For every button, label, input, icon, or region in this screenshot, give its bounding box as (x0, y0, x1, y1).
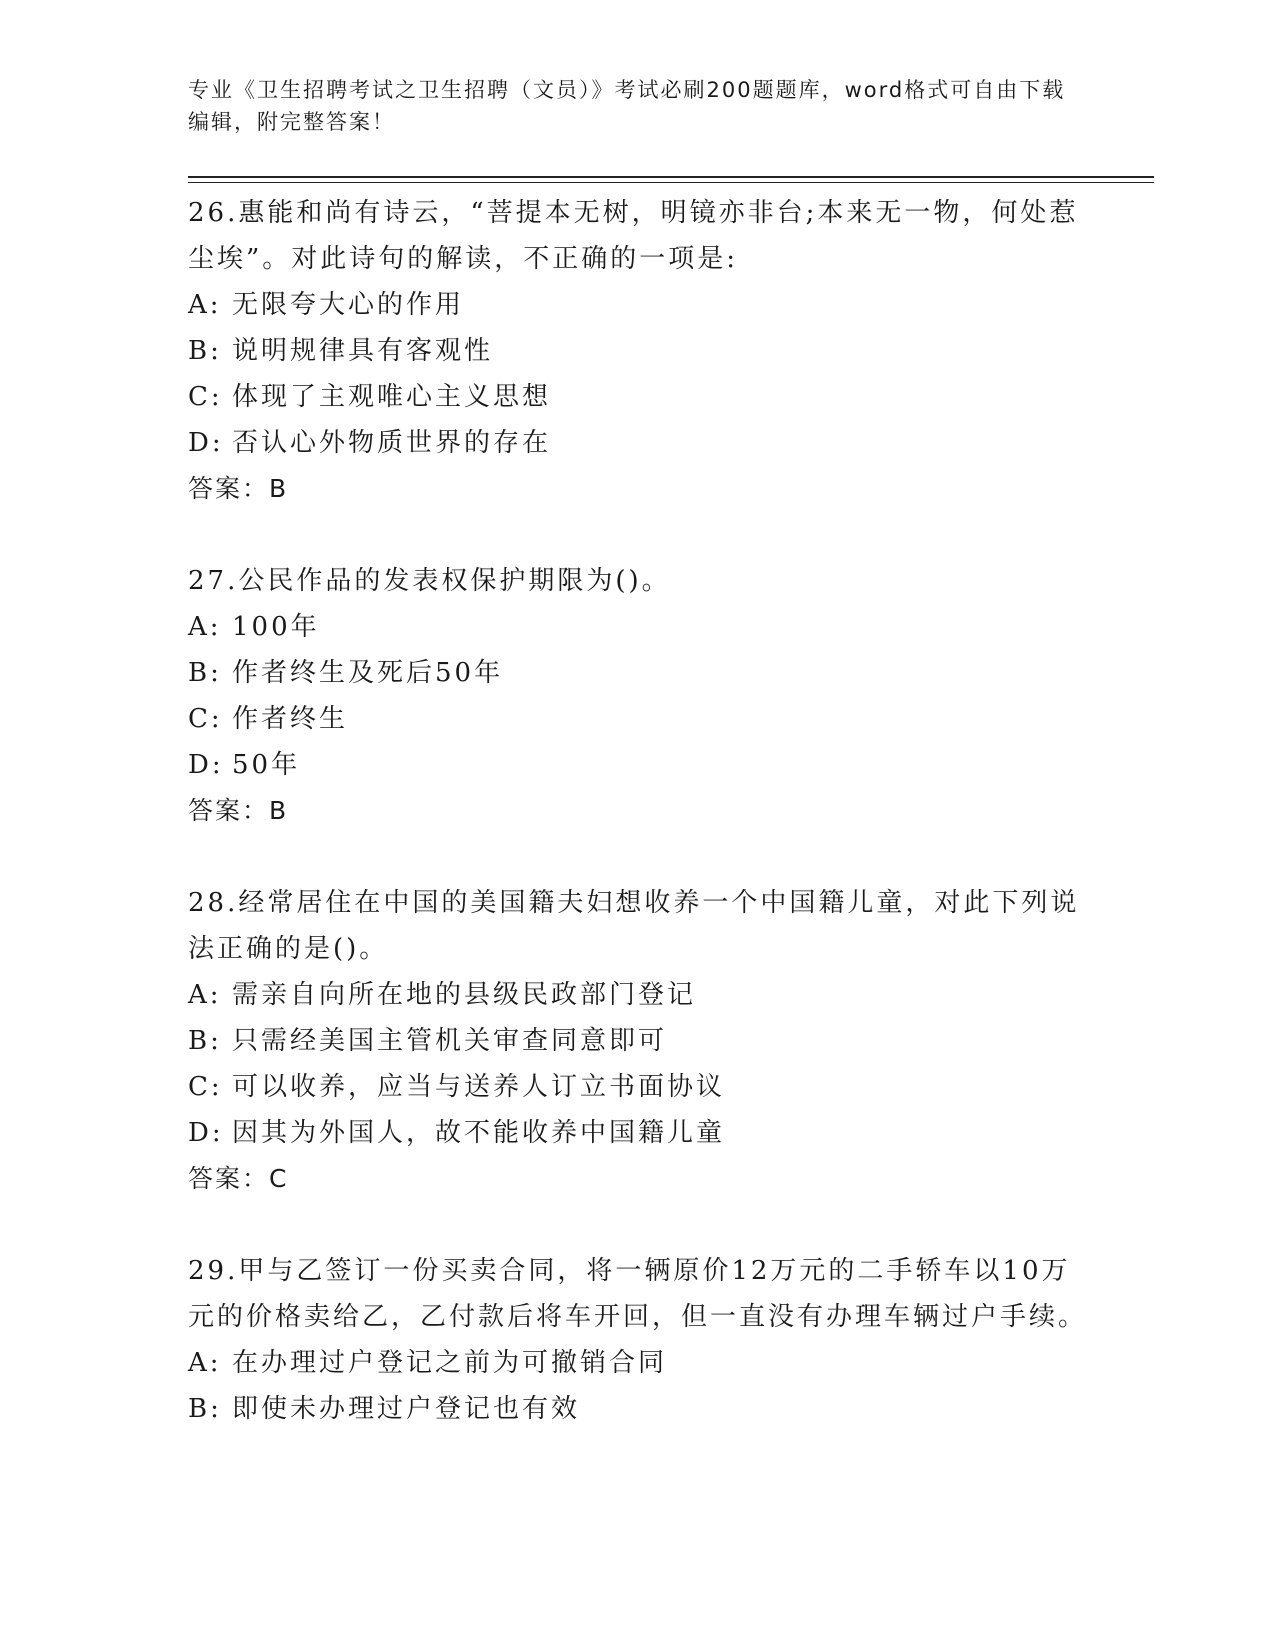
header-divider-thin (188, 182, 1154, 183)
option-text: 50年 (232, 750, 301, 780)
option-text: 作者终生及死后50年 (232, 658, 504, 688)
answer-line: 答案：C (188, 1164, 289, 1193)
option-c (188, 374, 1088, 420)
question-text: 27.公民作品的发表权保护期限为()。 (188, 566, 671, 596)
option-a (188, 282, 1088, 328)
option-b (188, 328, 1088, 374)
option-key: D: (188, 428, 224, 458)
option-a (188, 972, 1088, 1018)
question-26 (188, 190, 1088, 512)
option-d (188, 420, 1088, 466)
option-d (188, 742, 1088, 788)
option-b (188, 1018, 1088, 1064)
question-28 (188, 880, 1088, 1202)
option-key: D: (188, 750, 224, 780)
option-key: B: (188, 1394, 222, 1424)
header-text: 专业《卫生招聘考试之卫生招聘（文员）》考试必刷200题题库，word格式可自由下载编辑，附完整答案！ (188, 78, 1066, 134)
option-key: A: (188, 980, 222, 1010)
option-b (188, 650, 1088, 696)
option-d (188, 1110, 1088, 1156)
answer-line: 答案：B (188, 796, 289, 825)
question-text: 26.惠能和尚有诗云，“菩提本无树，明镜亦非台;本来无一物，何处惹尘埃”。对此诗句的解读，不正确的一项是: (188, 198, 1079, 274)
question-list (188, 190, 1088, 1478)
option-key: C: (188, 1072, 223, 1102)
option-key: A: (188, 290, 222, 320)
option-text: 可以收养，应当与送养人订立书面协议 (232, 1072, 726, 1102)
question-text: 28.经常居住在中国的美国籍夫妇想收养一个中国籍儿童，对此下列说法正确的是()。 (188, 888, 1080, 964)
option-text: 说明规律具有客观性 (232, 336, 494, 366)
option-key: C: (188, 704, 223, 734)
option-text: 体现了主观唯心主义思想 (232, 382, 552, 412)
option-text: 否认心外物质世界的存在 (232, 428, 552, 458)
option-key: B: (188, 1026, 222, 1056)
option-key: D: (188, 1118, 224, 1148)
option-text: 因其为外国人，故不能收养中国籍儿童 (232, 1118, 726, 1148)
option-key: A: (188, 612, 222, 642)
option-text: 在办理过户登记之前为可撤销合同 (232, 1348, 668, 1378)
option-key: B: (188, 336, 222, 366)
option-text: 需亲自向所在地的县级民政部门登记 (232, 980, 697, 1010)
option-text: 无限夸大心的作用 (232, 290, 465, 320)
option-a (188, 1340, 1088, 1386)
option-text: 即使未办理过户登记也有效 (232, 1394, 581, 1424)
question-29 (188, 1248, 1088, 1432)
question-text: 29.甲与乙签订一份买卖合同，将一辆原价12万元的二手轿车以10万元的价格卖给乙，乙付款后将车开回，但一直没有办理车辆过户手续。 (188, 1256, 1088, 1332)
answer-line: 答案：B (188, 474, 289, 503)
question-27 (188, 558, 1088, 834)
header-divider-thick (188, 176, 1154, 178)
option-key: B: (188, 658, 222, 688)
option-c (188, 696, 1088, 742)
option-text: 100年 (232, 612, 320, 642)
option-key: A: (188, 1348, 222, 1378)
option-text: 作者终生 (232, 704, 349, 734)
option-text: 只需经美国主管机关审查同意即可 (232, 1026, 668, 1056)
option-a (188, 604, 1088, 650)
option-key: C: (188, 382, 223, 412)
option-c (188, 1064, 1088, 1110)
document-header (188, 74, 1068, 138)
option-b (188, 1386, 1088, 1432)
